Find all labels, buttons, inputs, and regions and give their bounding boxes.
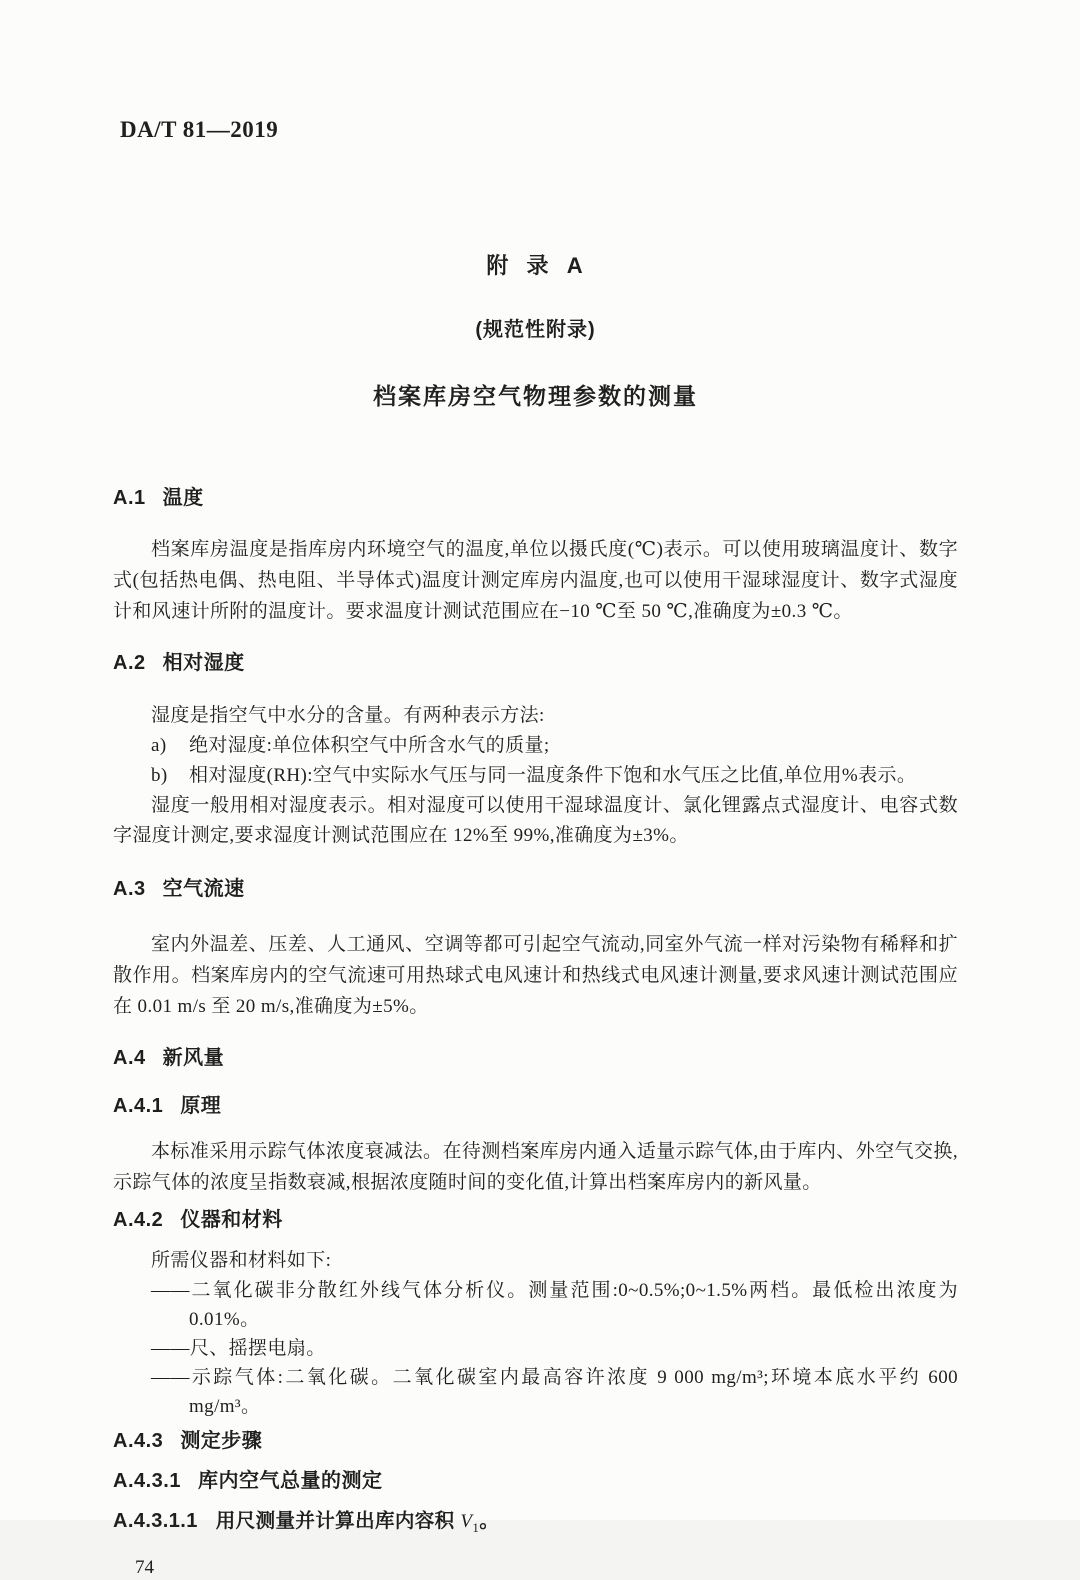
- section-a1-heading: [113, 486, 958, 510]
- section-a2-number: A.2: [113, 652, 146, 674]
- section-a42-intro: 所需仪器和材料如下:: [151, 1250, 332, 1271]
- dash-text-analyzer: 二氧化碳非分散红外线气体分析仪。测量范围:0~0.5%;0~1.5%两档。最低检出浓度为 0.01%。: [189, 1280, 958, 1330]
- section-a41-number: A.4.1: [113, 1095, 164, 1117]
- section-a4-heading: [113, 1046, 958, 1070]
- appendix-title-line3: 档案库房空气物理参数的测量: [373, 383, 698, 409]
- appendix-title-line2: (规范性附录): [475, 319, 596, 341]
- section-a4-number: A.4: [113, 1047, 146, 1069]
- dash-text-ruler-fan: 尺、摇摆电扇。: [189, 1338, 326, 1359]
- section-a42-heading: [113, 1208, 958, 1232]
- clause-a4311-suffix: 。: [479, 1510, 500, 1532]
- list-item-b: [113, 761, 958, 791]
- standard-code-header: DA/T 81—2019: [120, 117, 279, 142]
- clause-a4311-prefix: 用尺测量并计算出库内容积: [215, 1510, 461, 1532]
- dash-marker: ——: [151, 1367, 190, 1388]
- dash-item-ruler-fan: [113, 1334, 958, 1363]
- section-a4-title: 新风量: [162, 1047, 225, 1069]
- section-a41-title: 原理: [180, 1095, 222, 1117]
- section-a41-paragraph: 本标准采用示踪气体浓度衰减法。在待测档案库房内通入适量示踪气体,由于库内、外空气交换,示踪气体的浓度呈指数衰减,根据浓度随时间的变化值,计算出档案库房内的新风量。: [113, 1141, 958, 1193]
- volume-variable: V: [460, 1511, 473, 1532]
- list-marker-a: a): [151, 735, 167, 756]
- section-a3-number: A.3: [113, 878, 146, 900]
- dash-marker: ——: [151, 1338, 190, 1359]
- section-a42-title: 仪器和材料: [180, 1209, 283, 1231]
- volume-variable-subscript: 1: [472, 1519, 480, 1535]
- list-text-b: 相对湿度(RH):空气中实际水气压与同一温度条件下饱和水气压之比值,单位用%表示。: [189, 765, 917, 786]
- clause-a4311-text: [215, 1510, 500, 1535]
- list-item-a: [113, 731, 958, 761]
- page-number: 74: [135, 1556, 154, 1578]
- section-a431-heading: [113, 1469, 958, 1493]
- clause-a4311-number: A.4.3.1.1: [113, 1510, 198, 1532]
- section-a431-title: 库内空气总量的测定: [197, 1470, 383, 1492]
- dash-text-tracer-gas: 示踪气体:二氧化碳。二氧化碳室内最高容许浓度 9 000 mg/m³;环境本底水平约 600 mg/m³。: [189, 1367, 958, 1417]
- section-a3-title: 空气流速: [162, 878, 245, 900]
- list-marker-b: b): [151, 765, 168, 786]
- dash-item-analyzer: [113, 1276, 958, 1334]
- section-a2-paragraph: 湿度一般用相对湿度表示。相对湿度可以使用干湿球温度计、氯化锂露点式湿度计、电容式数字湿度计测定,要求湿度计测试范围应在 12%至 99%,准确度为±3%。: [113, 795, 958, 846]
- list-text-a: 绝对湿度:单位体积空气中所含水气的质量;: [189, 735, 550, 756]
- section-a43-heading: [113, 1429, 958, 1453]
- section-a3-paragraph: 室内外温差、压差、人工通风、空调等都可引起空气流动,同室外气流一样对污染物有稀释和扩散作用。档案库房内的空气流速可用热球式电风速计和热线式电风速计测量,要求风速计测试范围应在 0.01 m/s 至 20 m/s,准确度为±5%。: [113, 934, 958, 1017]
- section-a43-title: 测定步骤: [180, 1430, 263, 1452]
- section-a3-heading: [113, 877, 958, 901]
- section-a1-title: 温度: [162, 487, 204, 509]
- section-a43-number: A.4.3: [113, 1430, 164, 1452]
- section-a1-paragraph: 档案库房温度是指库房内环境空气的温度,单位以摄氏度(℃)表示。可以使用玻璃温度计、数字式(包括热电偶、热电阻、半导体式)温度计测定库房内温度,也可以使用干湿球湿度计、数字式湿度计和风速计所附的温度计。要求温度计测试范围应在−10 ℃至 50 ℃,准确度为±0.3 ℃。: [113, 539, 958, 622]
- section-a431-number: A.4.3.1: [113, 1470, 181, 1492]
- section-a1-number: A.1: [113, 487, 146, 509]
- dash-item-tracer-gas: [113, 1363, 958, 1421]
- section-a2-intro: 湿度是指空气中水分的含量。有两种表示方法:: [151, 705, 545, 726]
- appendix-title-line1: 附 录 A: [486, 253, 585, 278]
- section-a41-heading: [113, 1094, 958, 1118]
- dash-marker: ——: [151, 1280, 190, 1301]
- appendix-title-block: [113, 215, 958, 448]
- section-a2-heading: [113, 651, 958, 675]
- section-a42-number: A.4.2: [113, 1209, 164, 1231]
- clause-a4311: [113, 1509, 958, 1540]
- page-content: [0, 116, 1080, 1580]
- section-a2-title: 相对湿度: [162, 652, 245, 674]
